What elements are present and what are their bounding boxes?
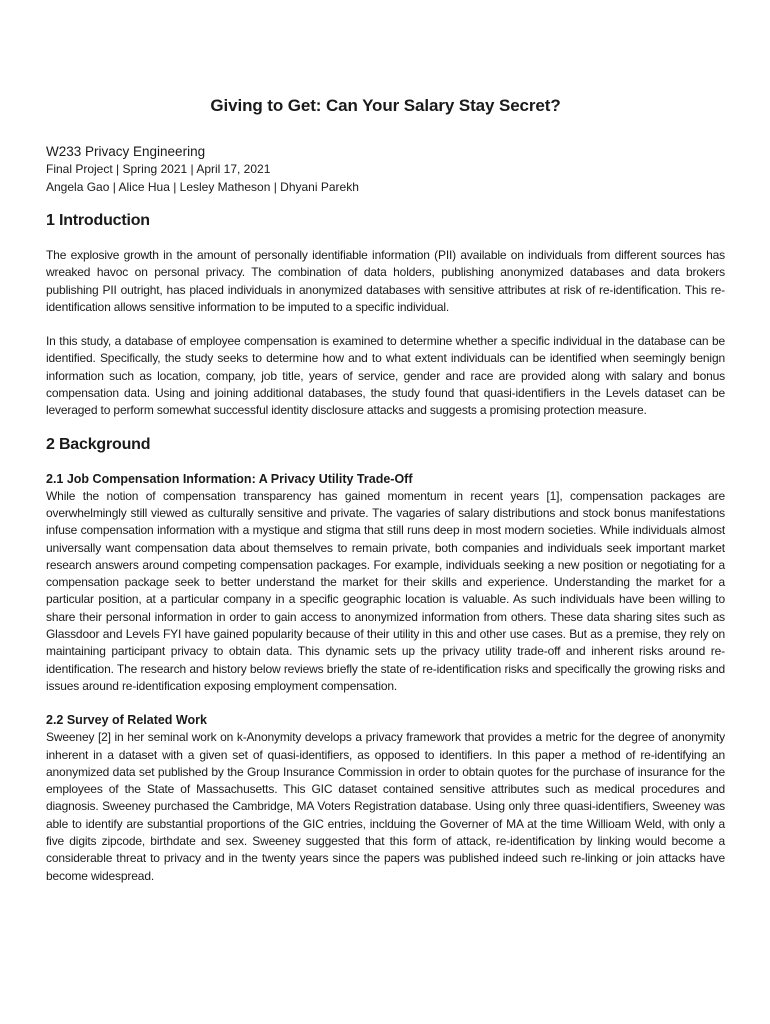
intro-paragraph-1: The explosive growth in the amount of personally identifiable information (PII) available on individuals from different sources has wreaked havoc on personal privacy. The combination of data holders, publishing anonymized databases and data brokers publishing PII outright, has placed individuals in anonymized databases with sensitive attributes at risk of re-identification. This re-identification allows sensitive information to be imputed to a specific individual. — [46, 248, 725, 314]
subsection-2-1-paragraph: While the notion of compensation transparency has gained momentum in recent years [1], compensation packages are overwhelmingly still viewed as culturally sensitive and private. The vagaries of salary distributions and stock bonus manifestations infuse compensation information with a mystique and stigma that still runs deep in most modern societies. While individuals almost universally want compensation data about themselves to remain private, both companies and individuals seek important market research answers around competing compensation packages. For example, individuals seeking a new position or negotiating for a compensation package seek to better understand the market for their skills and experience. Understanding the market for a particular position, at a particular company in a specific geographic location is valuable. As such individuals have been willing to share their personal information in order to gain access to anonymized information from others. These data sharing sites such as Glassdoor and Levels FYI have gained popularity because of their utility in this and other use cases. But as a premise, they rely on maintaining participant privacy to obtain data. This dynamic sets up the privacy utility trade-off and inherent risks around re-identification. The research and history below reviews briefly the state of re-identification risks and specifically the growing risks and issues around re-identification exposing employment compensation. — [46, 488, 725, 693]
subsection-2-2-paragraph: Sweeney [2] in her seminal work on k-Anonymity develops a privacy framework that provides a metric for the degree of anonymity inherent in a dataset with a given set of quasi-identifiers, as opposed to identifiers. In this paper a method of re-identifying an anonymized data set published by the Group Insurance Commission in order to obtain quotes for the purchase of insurance for the employees of the State of Massachusetts. This GIC dataset contained sensitive attributes such as medical procedures and diagnosis. Sweeney purchased the Cambridge, MA Voters Registration database. Using only three quasi-identifiers, Sweeney was able to identify are substantial proportions of the GIC entries, inclduing the Governer of MA at the time Willioam Weld, with only a five digits zipcode, birthdate and sex. Sweeney suggested that this form of attack, re-identification by linking would become a considerable threat to privacy and in the twenty years since the papers was published indeed such re-linking or join attacks have become widespread. — [46, 730, 725, 883]
intro-paragraph-2: In this study, a database of employee compensation is examined to determine whether a specific individual in the database can be identified. Specifically, the study seeks to determine how and to what extent individuals can be identified when seemingly benign information such as location, company, job title, years of service, gender and race are provided along with salary and bonus compensation data. Using and joining additional databases, the study found that quasi-identifiers in the Levels dataset can be leveraged to perform somewhat successful identity disclosure attacks and suggests a promising protection measure. — [46, 334, 725, 418]
course-name: W233 Privacy Engineering — [46, 144, 206, 159]
paper-title: Giving to Get: Can Your Salary Stay Secret? — [210, 96, 561, 115]
subsection-heading-2-2: 2.2 Survey of Related Work — [46, 713, 207, 728]
subsection-heading-2-1: 2.1 Job Compensation Information: A Privacy Utility Trade-Off — [46, 471, 413, 486]
paper-page — [46, 96, 725, 885]
author-list: Angela Gao | Alice Hua | Lesley Matheson | Dhyani Parekh — [46, 179, 359, 194]
section-heading-background: 2 Background — [46, 435, 151, 453]
section-heading-introduction: 1 Introduction — [46, 212, 150, 229]
project-line: Final Project | Spring 2021 | April 17, 2021 — [46, 162, 271, 176]
